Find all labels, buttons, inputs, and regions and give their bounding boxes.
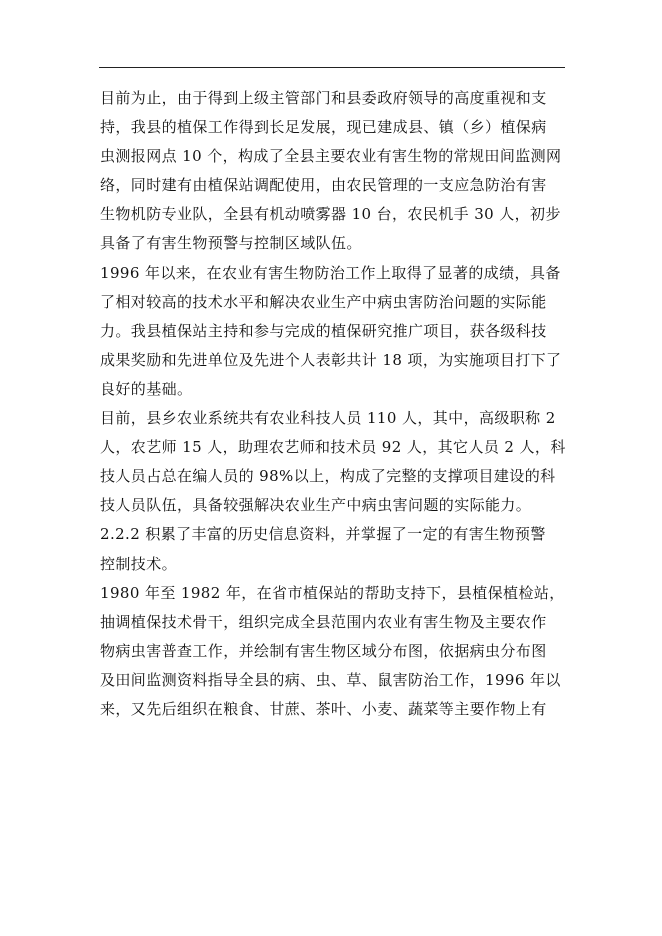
text-line: 技人员占总在编人员的 98%以上，构成了完整的支撑项目建设的科 xyxy=(100,467,556,486)
section-heading-line: 2.2.2 积累了丰富的历史信息资料，并掌握了一定的有害生物预警 xyxy=(100,525,546,544)
text-line: 力。我县植保站主持和参与完成的植保研究推广项目，获各级科技 xyxy=(100,321,547,340)
section-heading-line: 控制技术。 xyxy=(100,554,178,573)
text-line: 技人员队伍，具备较强解决农业生产中病虫害问题的实际能力。 xyxy=(100,496,532,515)
text-line: 具备了有害生物预警与控制区域队伍。 xyxy=(100,234,362,253)
header-rule xyxy=(99,67,565,68)
text-line: 及田间监测资料指导全县的病、虫、草、鼠害防治工作，1996 年以 xyxy=(100,670,561,689)
text-line: 成果奖励和先进单位及先进个人表彰共计 18 项，为实施项目打下了 xyxy=(100,350,562,369)
text-line: 目前为止，由于得到上级主管部门和县委政府领导的高度重视和支 xyxy=(100,89,547,107)
text-line: 抽调植保技术骨干，组织完成全县范围内农业有害生物及主要农作 xyxy=(100,612,547,631)
text-line: 了相对较高的技术水平和解决农业生产中病虫害防治问题的实际能 xyxy=(100,292,547,311)
text-line: 良好的基础。 xyxy=(100,379,193,398)
text-line: 生物机防专业队，全县有机动喷雾器 10 台，农民机手 30 人，初步 xyxy=(100,205,561,224)
text-line: 持，我县的植保工作得到长足发展，现已建成县、镇（乡）植保病 xyxy=(100,118,547,137)
text-line: 来，又先后组织在粮食、甘蔗、茶叶、小麦、蔬菜等主要作物上有 xyxy=(100,699,547,718)
text-line: 1980 年至 1982 年，在省市植保站的帮助支持下，县植保植检站， xyxy=(100,583,565,602)
text-line: 1996 年以来，在农业有害生物防治工作上取得了显著的成绩，具备 xyxy=(100,263,561,282)
document-body xyxy=(100,84,564,724)
text-line: 物病虫害普查工作，并绘制有害生物区域分布图，依据病虫分布图 xyxy=(100,641,547,660)
text-line: 虫测报网点 10 个，构成了全县主要农业有害生物的常规田间监测网 xyxy=(100,147,562,166)
text-line: 目前，县乡农业系统共有农业科技人员 110 人，其中，高级职称 2 xyxy=(100,409,556,428)
text-line: 络，同时建有由植保站调配使用，由农民管理的一支应急防治有害 xyxy=(100,176,547,195)
text-line: 人，农艺师 15 人，助理农艺师和技术员 92 人，其它人员 2 人，科 xyxy=(100,438,566,457)
